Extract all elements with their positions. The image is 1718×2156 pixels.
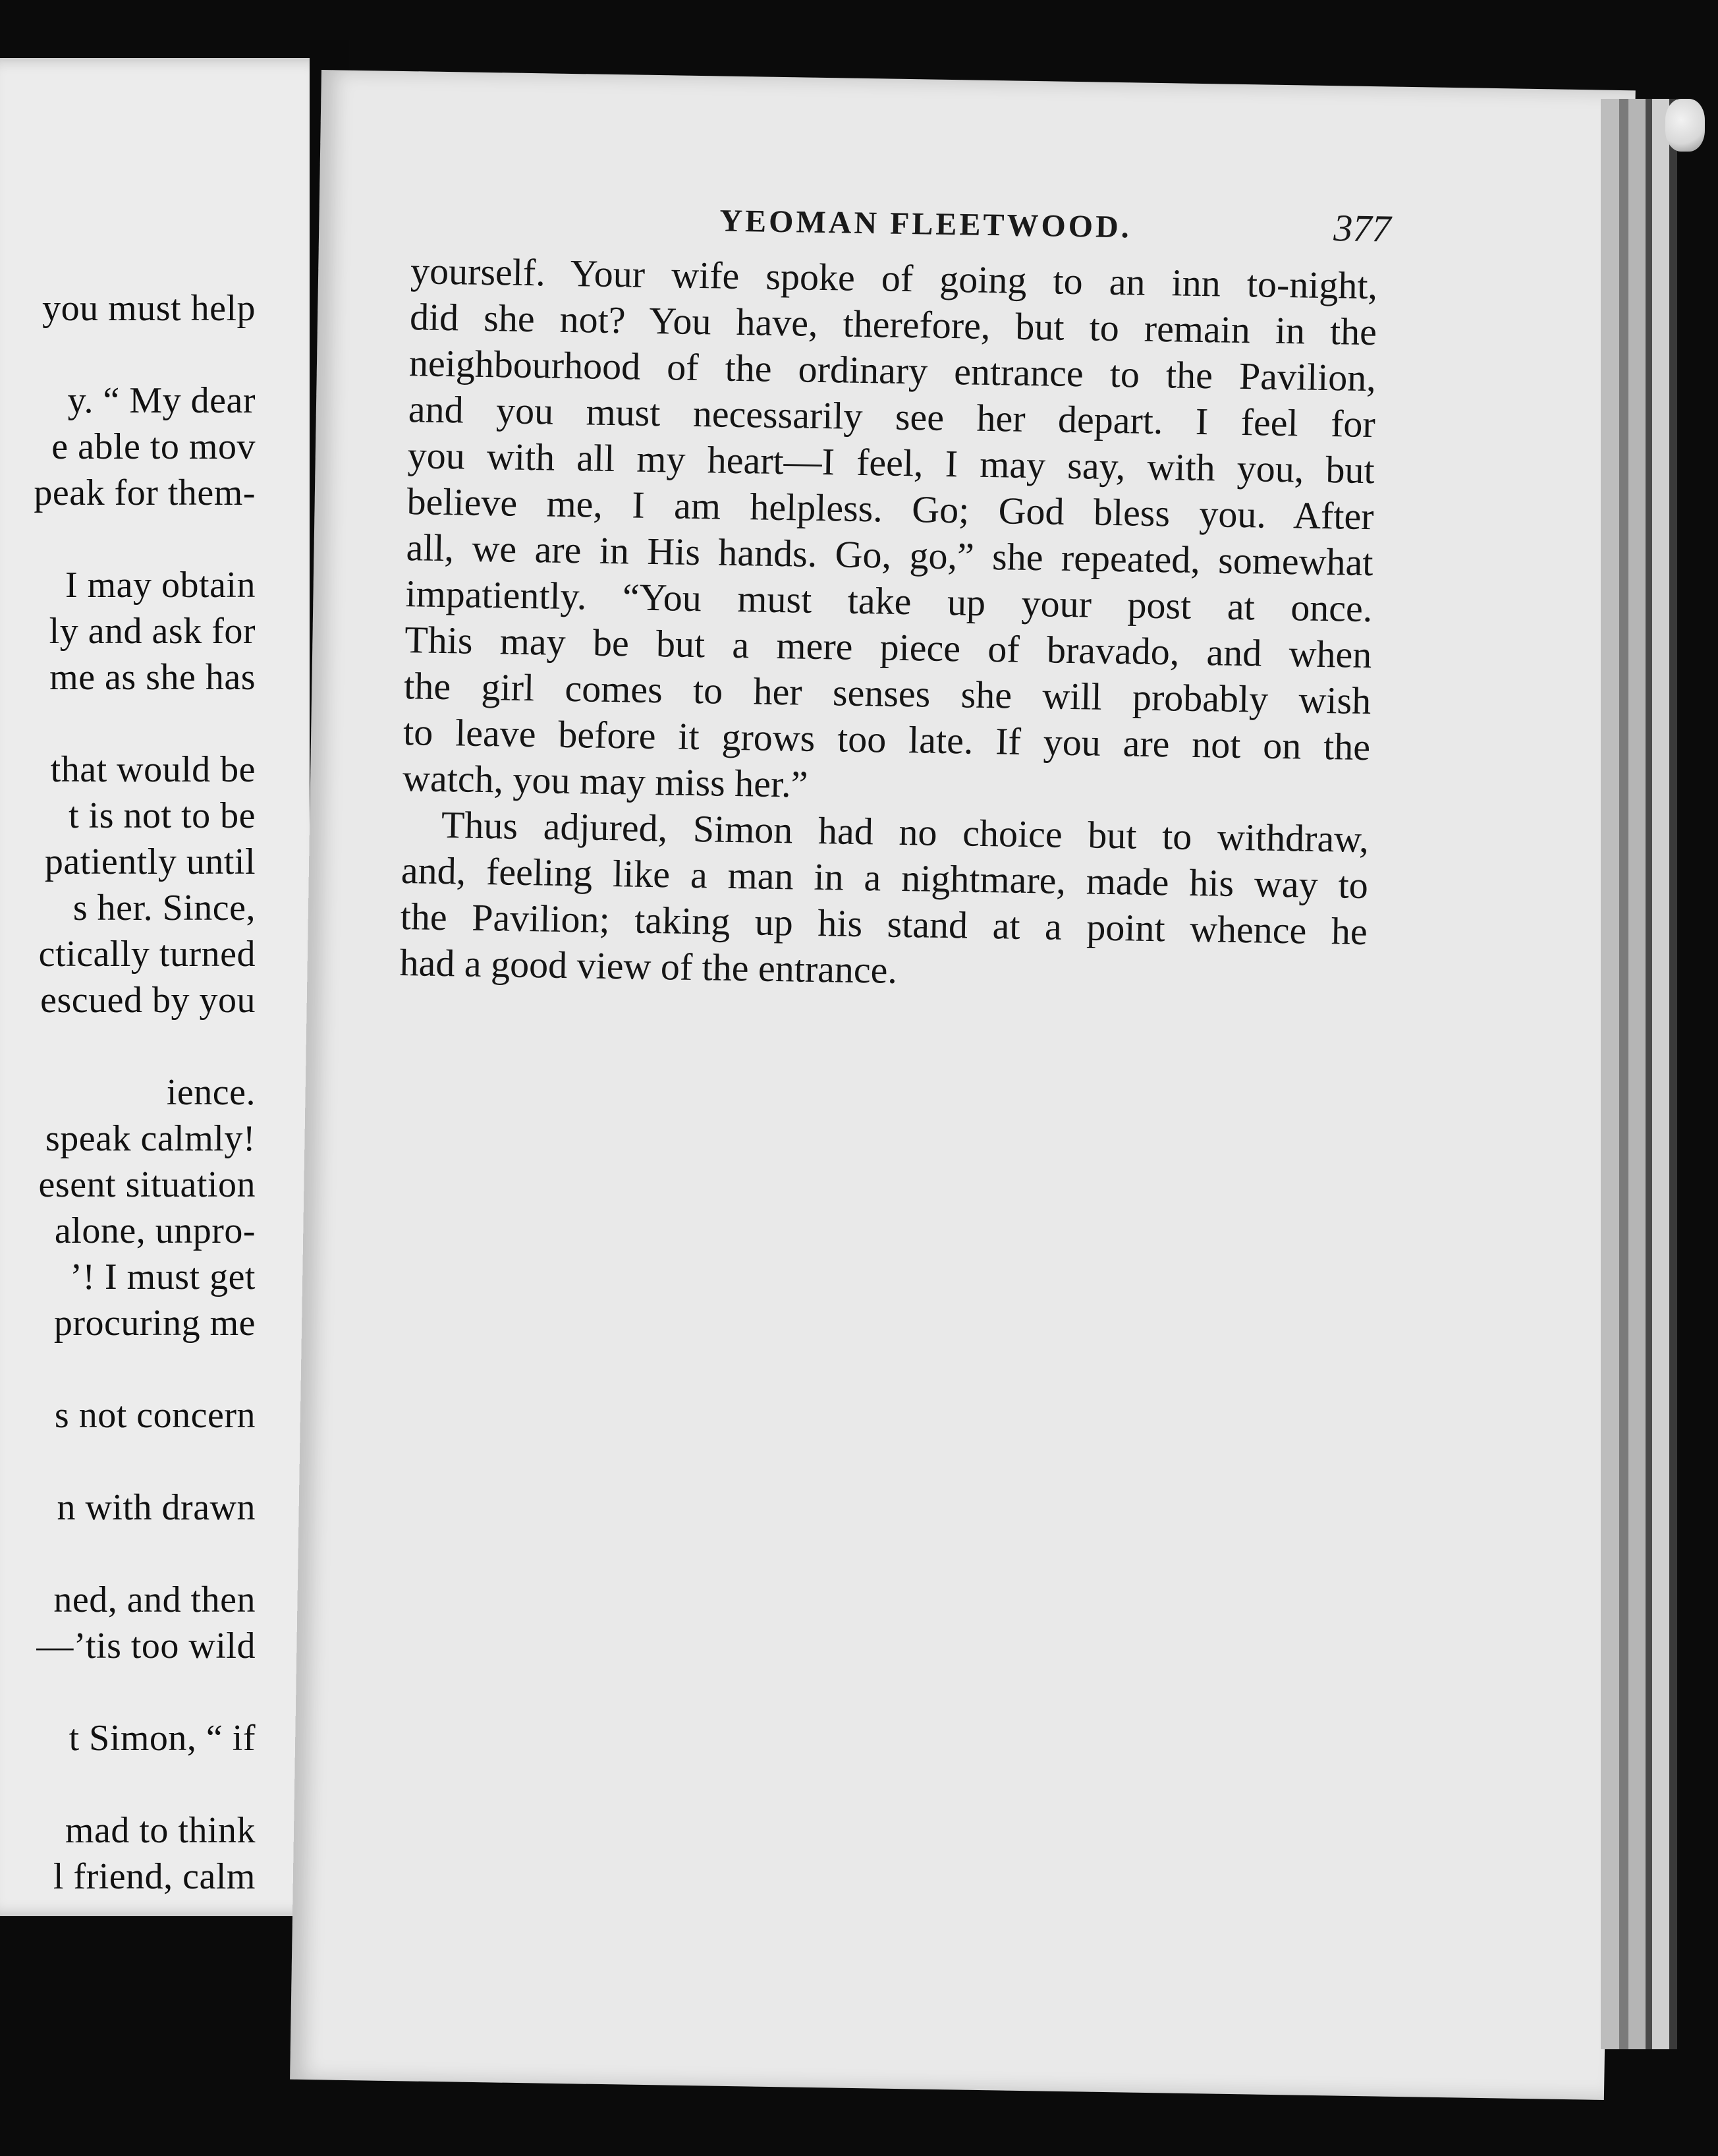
body-line: all, we are in His hands. Go, go,” she repeated, somewhat — [406, 526, 1373, 584]
left-line — [0, 700, 256, 747]
body-line: and, feeling like a man in a nightmare, made his way to — [401, 849, 1369, 907]
page-edge — [1669, 99, 1677, 2049]
left-line: l friend, calm — [53, 1856, 256, 1897]
left-line: I may obtain — [65, 565, 256, 606]
body-line: believe me, I am helpless. Go; God bless you. After — [406, 480, 1375, 538]
left-line: esent situation — [38, 1164, 256, 1205]
left-line: escued by you — [40, 980, 256, 1021]
page-edge — [1646, 99, 1652, 2049]
left-line: —’tis too wild — [36, 1626, 256, 1666]
left-line: me as she has — [49, 657, 256, 698]
body-line: watch, you may miss her.” — [402, 756, 808, 806]
left-line — [0, 1438, 256, 1485]
body-line: the Pavilion; taking up his stand at a point whence he — [400, 895, 1368, 953]
corner-blemish — [1665, 99, 1705, 152]
body-line: impatiently. “You must take up your post at once. — [405, 572, 1373, 631]
left-line — [0, 1669, 256, 1715]
page-edge — [1619, 99, 1628, 2049]
page-edge — [1601, 99, 1619, 2049]
left-line: alone, unpro- — [54, 1210, 256, 1251]
left-line: ’! I must get — [70, 1257, 256, 1297]
left-page-text — [0, 285, 256, 1900]
body-line: yourself. Your wife spoke of going to an inn to-night, — [410, 249, 1378, 308]
body-line: the girl comes to her senses she will probably wish — [403, 664, 1372, 723]
right-page — [290, 70, 1636, 2100]
left-line: ctically turned — [38, 934, 256, 975]
page-number: 377 — [1333, 206, 1391, 250]
body-line: Thus adjured, Simon had no choice but to withdraw, — [441, 803, 1370, 861]
left-line: n with drawn — [57, 1487, 256, 1528]
left-line: s not concern — [54, 1395, 256, 1436]
left-line: procuring me — [53, 1303, 256, 1344]
left-line: patiently until — [44, 841, 256, 882]
body-line: had a good view of the entrance. — [399, 941, 898, 992]
left-line: ly and ask for — [49, 611, 256, 652]
left-line — [0, 516, 256, 562]
left-line: t is not to be — [69, 795, 256, 836]
left-line — [0, 1346, 256, 1392]
left-line — [0, 1023, 256, 1069]
left-line: speak calmly! — [45, 1118, 256, 1159]
left-line: mad to think — [65, 1810, 256, 1851]
body-text — [399, 248, 1377, 1001]
left-line — [0, 1761, 256, 1807]
left-line: e able to mov — [51, 426, 256, 467]
left-line: peak for them- — [34, 472, 256, 513]
left-line: you must help — [42, 288, 256, 329]
body-line: you with all my heart—I feel, I may say, with you, but — [407, 434, 1375, 492]
left-line: t Simon, “ if — [69, 1718, 256, 1759]
left-line: that would be — [50, 749, 256, 790]
left-line — [0, 331, 256, 378]
left-line: y. “ My dear — [67, 380, 256, 421]
left-facing-page — [0, 58, 335, 1916]
running-head: YEOMAN FLEETWOOD. — [719, 203, 1132, 245]
left-line: ned, and then — [53, 1579, 256, 1620]
body-line: and you must necessarily see her depart. I feel for — [408, 387, 1376, 446]
left-line — [0, 1531, 256, 1577]
body-line: did she not? You have, therefore, but to remain in the — [409, 295, 1377, 354]
left-line: s her. Since, — [72, 888, 256, 928]
body-line: to leave before it grows too late. If you are not on the — [402, 710, 1371, 769]
body-line: neighbourhood of the ordinary entrance to the Pavilion, — [408, 341, 1377, 400]
body-line: This may be but a mere piece of bravado, and when — [404, 618, 1372, 677]
page-edge — [1652, 99, 1669, 2049]
left-line: ience. — [166, 1072, 256, 1113]
page-edge — [1628, 99, 1646, 2049]
